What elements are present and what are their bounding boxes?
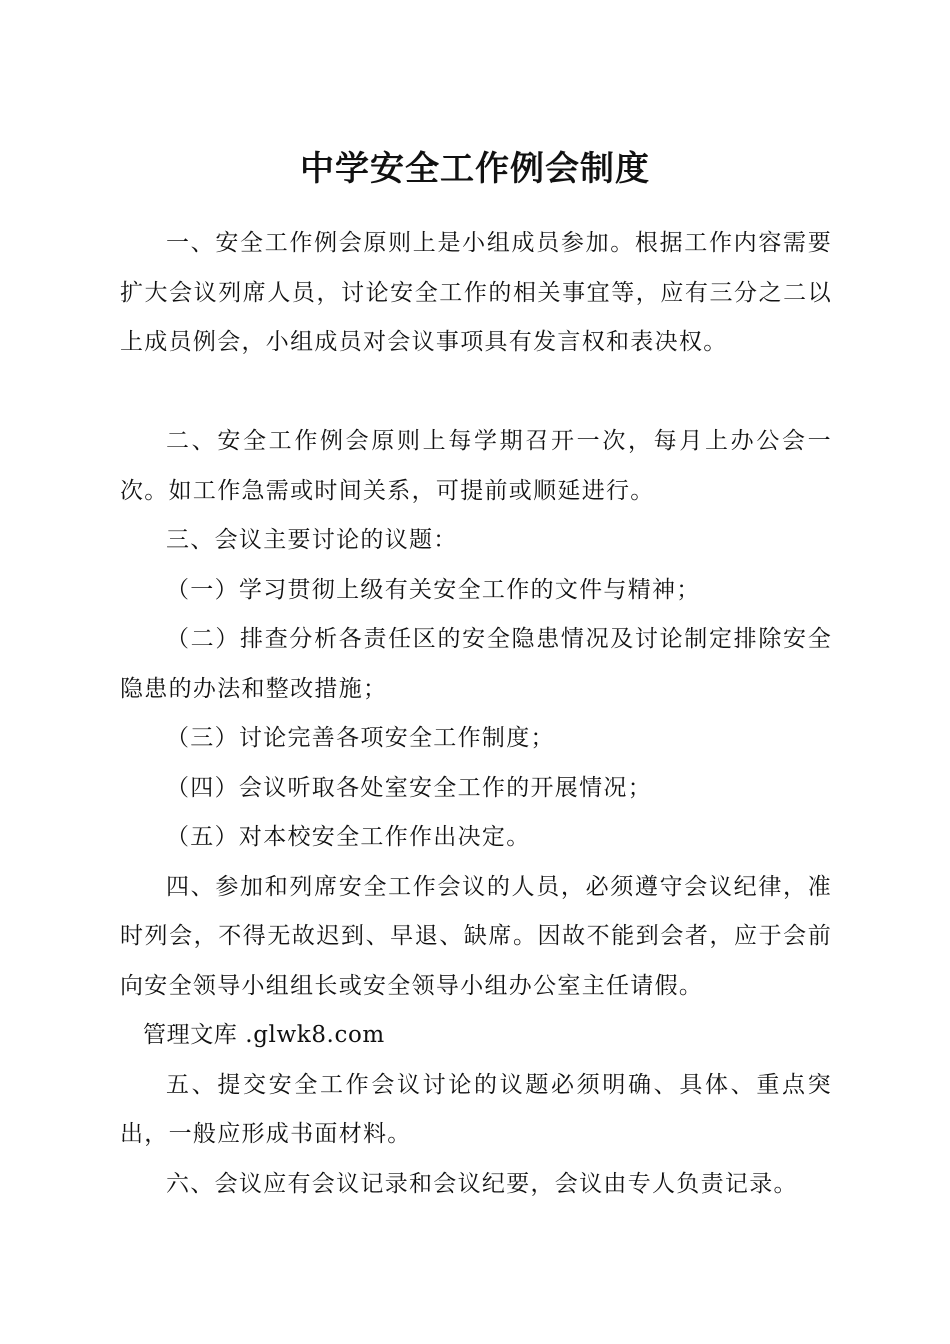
paragraph-4: 四、参加和列席安全工作会议的人员，必须遵守会议纪律，准时列会，不得无故迟到、早退、缺席。因故不能到会者，应于会前向安全领导小组组长或安全领导小组办公室主任请假。 [120, 873, 832, 999]
list-item-2: （二）排查分析各责任区的安全隐患情况及讨论制定排除安全隐患的办法和整改措施； [120, 626, 832, 702]
paragraph-2: 二、安全工作例会原则上每学期召开一次，每月上办公会一次。如工作急需或时间关系，可提前或顺延进行。 [120, 428, 832, 504]
source-line: 管理文库 .glwk8.com [143, 1022, 385, 1048]
paragraph-3: 三、会议主要讨论的议题： [166, 527, 458, 553]
list-item-4: （四）会议听取各处室安全工作的开展情况； [166, 774, 652, 801]
list-item-1: （一）学习贯彻上级有关安全工作的文件与精神； [166, 576, 701, 603]
paragraph-6: 六、会议应有会议记录和会议纪要，会议由专人负责记录。 [166, 1170, 798, 1197]
document-body [120, 219, 832, 1209]
list-item-3: （三）讨论完善各项安全工作制度； [166, 725, 555, 751]
paragraph-5: 五、提交安全工作会议讨论的议题必须明确、具体、重点突出，一般应形成书面材料。 [120, 1071, 832, 1147]
list-item-5: （五）对本校安全工作作出决定。 [166, 824, 531, 850]
paragraph-1: 一、安全工作例会原则上是小组成员参加。根据工作内容需要扩大会议列席人员，讨论安全工作的相关事宜等，应有三分之二以上成员例会，小组成员对会议事项具有发言权和表决权。 [120, 230, 832, 355]
document-title: 中学安全工作例会制度 [300, 149, 650, 189]
